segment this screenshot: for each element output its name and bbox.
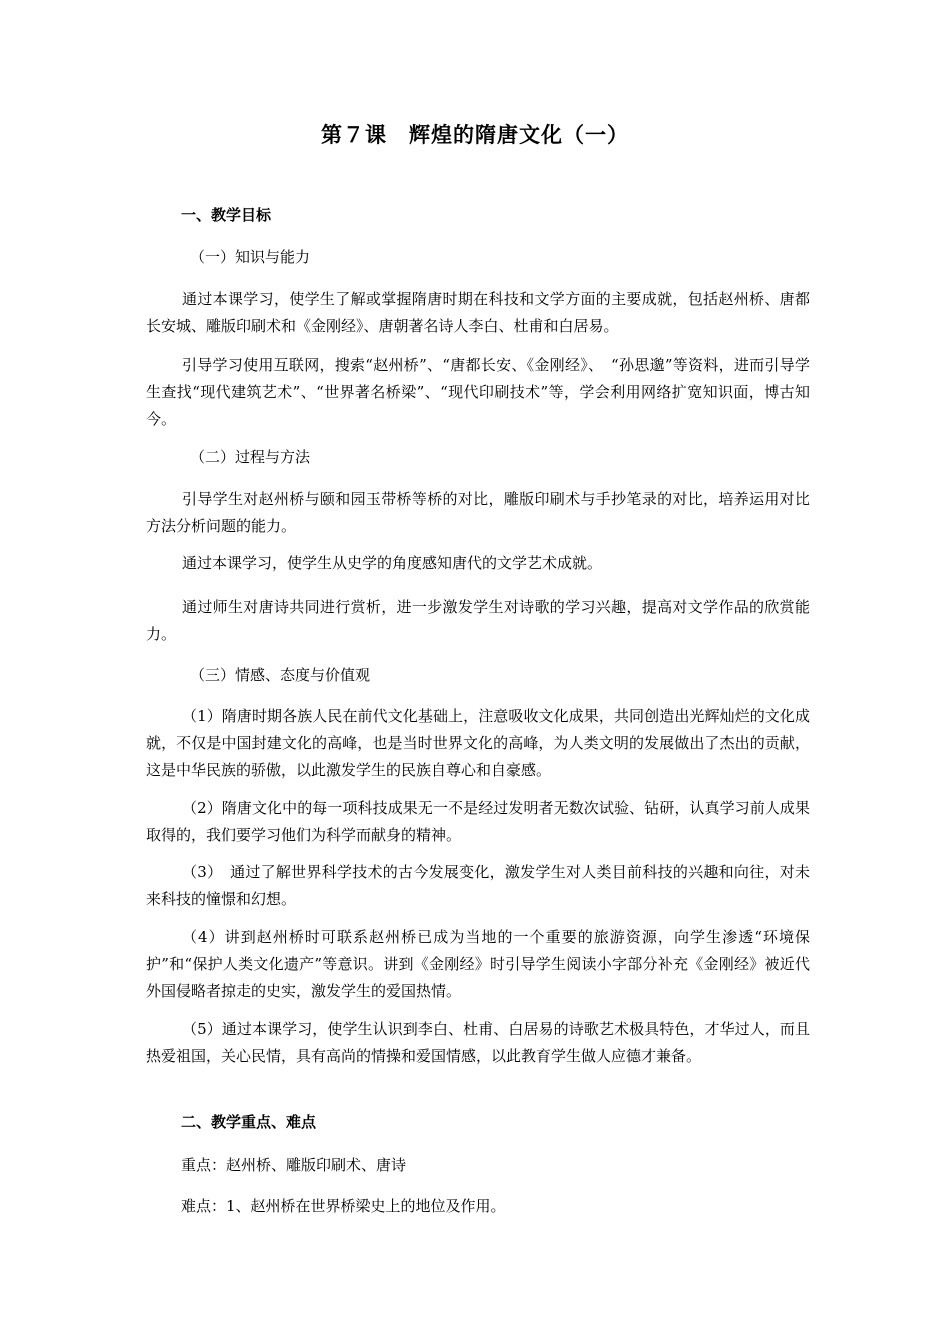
paragraph-process-3: 通过师生对唐诗共同进行赏析，进一步激发学生对诗歌的学习兴趣，提高对文学作品的欣赏能力。 bbox=[146, 598, 810, 643]
lesson-title: 第７课 辉煌的隋唐文化（一） bbox=[321, 123, 629, 147]
subheading-knowledge-ability: （一）知识与能力 bbox=[190, 248, 311, 266]
paragraph-values-3: （3） 通过了解世界科学技术的古今发展变化，激发学生对人类目前科技的兴趣和向往，对未来科技的憧憬和幻想。 bbox=[146, 863, 810, 908]
paragraph-values-1: （1）隋唐时期各族人民在前代文化基础上，注意吸收文化成果，共同创造出光辉灿烂的文化成就，不仅是中国封建文化的高峰，也是当时世界文化的高峰，为人类文明的发展做出了杰出的贡献，这是中华民族的骄傲，以此激发学生的民族自尊心和自豪感。 bbox=[146, 707, 810, 779]
key-points-line: 重点：赵州桥、雕版印刷术、唐诗 bbox=[181, 1156, 407, 1174]
section-heading-objectives: 一、教学目标 bbox=[181, 206, 272, 224]
paragraph-knowledge-1: 通过本课学习，使学生了解或掌握隋唐时期在科技和文学方面的主要成就，包括赵州桥、唐都长安城、雕版印刷术和《金刚经》、唐朝著名诗人李白、杜甫和白居易。 bbox=[146, 290, 810, 335]
paragraph-knowledge-2: 引导学习使用互联网，搜索“赵州桥”、“唐都长安、《金刚经》、 “孙思邈”等资料，进而引导学生查找“现代建筑艺术”、“世界著名桥梁”、“现代印刷技术”等，学会利用网络扩宽知识面，博古知今。 bbox=[146, 356, 810, 428]
paragraph-values-5: （5）通过本课学习，使学生认识到李白、杜甫、白居易的诗歌艺术极具特色，才华过人，而且热爱祖国，关心民情，具有高尚的情操和爱国情感，以此教育学生做人应德才兼备。 bbox=[146, 1020, 810, 1065]
paragraph-values-4: （4）讲到赵州桥时可联系赵州桥已成为当地的一个重要的旅游资源，向学生渗透“环境保护”和“保护人类文化遗产”等意识。讲到《金刚经》时引导学生阅读小字部分补充《金刚经》被近代外国侵略者掠走的史实，激发学生的爱国热情。 bbox=[146, 928, 810, 1000]
section-heading-key-difficult: 二、教学重点、难点 bbox=[181, 1113, 317, 1131]
difficulty-line: 难点：1、赵州桥在世界桥梁史上的地位及作用。 bbox=[181, 1197, 506, 1215]
subheading-emotion-values: （三）情感、态度与价值观 bbox=[190, 666, 371, 684]
paragraph-process-1: 引导学生对赵州桥与颐和园玉带桥等桥的对比，雕版印刷术与手抄笔录的对比，培养运用对比方法分析问题的能力。 bbox=[146, 490, 810, 535]
paragraph-process-2: 通过本课学习，使学生从史学的角度感知唐代的文学艺术成就。 bbox=[182, 554, 603, 572]
subheading-process-method: （二）过程与方法 bbox=[190, 448, 311, 466]
paragraph-values-2: （2）隋唐文化中的每一项科技成果无一不是经过发明者无数次试验、钻研，认真学习前人成果取得的，我们要学习他们为科学而献身的精神。 bbox=[146, 799, 810, 844]
